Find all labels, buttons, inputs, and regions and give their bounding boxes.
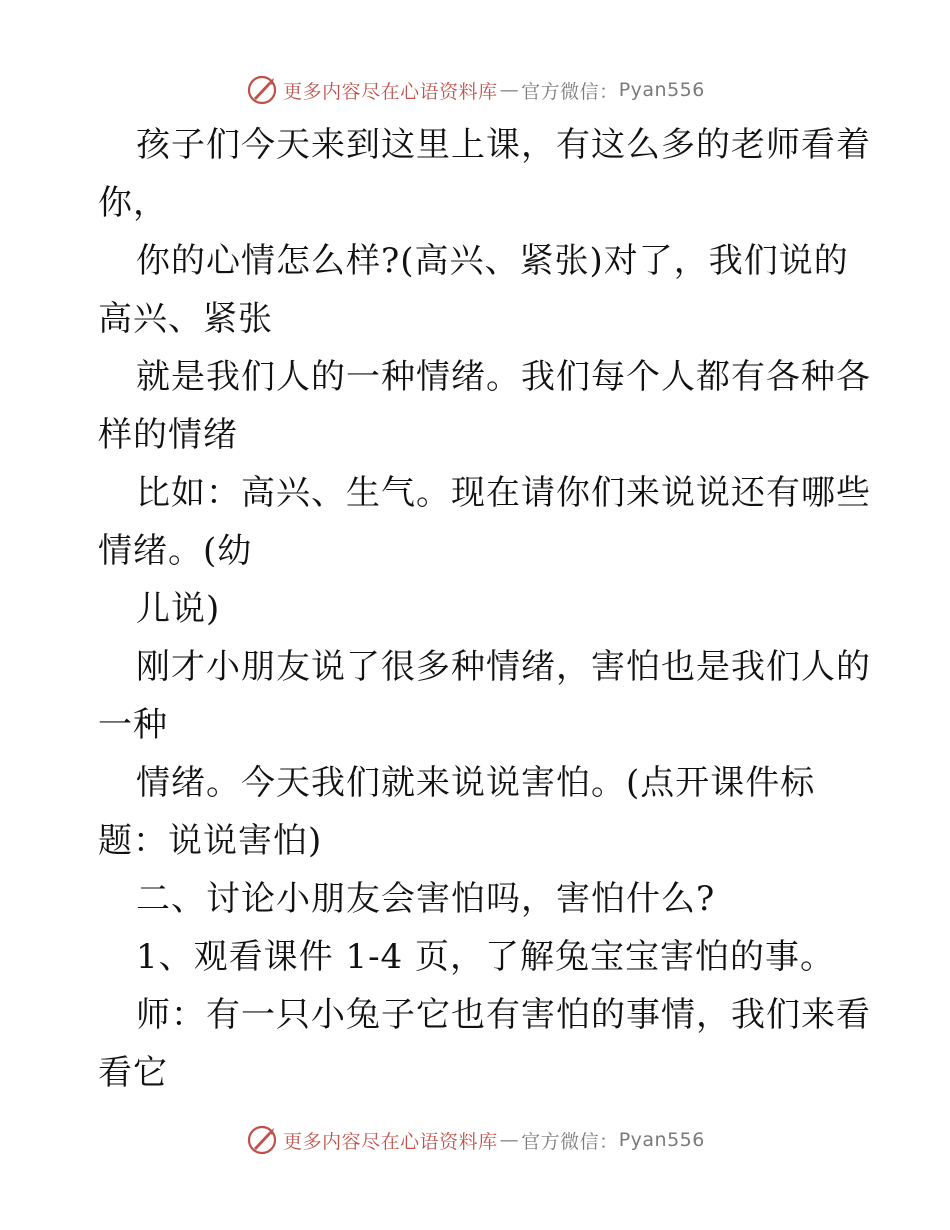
banner-wechat-id: Pyan556 [618,79,705,101]
paragraph-line: 1、观看课件 1-4 页，了解兔宝宝害怕的事。 [136,937,835,977]
paragraph-line: 就是我们人的一种情绪。我们每个人都有各种各 [136,357,871,397]
quill-logo-icon [245,73,279,107]
banner-site-text: 更多内容尽在心语资料库 [283,1130,498,1153]
paragraph-line: 刚才小朋友说了很多种情绪，害怕也是我们人的 [136,647,871,687]
banner-dash: — [499,79,520,101]
paragraph-line: 情绪。(幼 [98,531,253,571]
document-body [98,116,871,1102]
banner-dash: — [499,1129,520,1151]
paragraph-line: 比如：高兴、生气。现在请你们来说说还有哪些 [136,473,871,513]
banner-official-text: 官方微信： [521,1130,619,1153]
paragraph-line: 高兴、紧张 [98,299,273,339]
paragraph-line: 样的情绪 [98,415,238,455]
header-banner [0,70,950,110]
banner-wechat-id: Pyan556 [618,1129,705,1151]
quill-logo-icon [245,1123,279,1157]
paragraph-line: 你， [98,183,168,223]
footer-banner [0,1120,950,1160]
banner-site-text: 更多内容尽在心语资料库 [283,80,498,103]
paragraph-line: 看它 [98,1053,168,1093]
paragraph-line: 师：有一只小兔子它也有害怕的事情，我们来看 [136,995,871,1035]
banner-official-text: 官方微信： [521,80,619,103]
paragraph-line: 孩子们今天来到这里上课，有这么多的老师看着 [136,125,871,165]
paragraph-line: 情绪。今天我们就来说说害怕。(点开课件标 [136,763,816,803]
paragraph-line: 二、讨论小朋友会害怕吗，害怕什么? [136,879,716,919]
paragraph-line: 你的心情怎么样?(高兴、紧张)对了，我们说的 [136,241,849,281]
paragraph-line: 一种 [98,705,168,745]
paragraph-line: 题：说说害怕) [98,821,323,861]
paragraph-line: 儿说) [136,589,221,629]
